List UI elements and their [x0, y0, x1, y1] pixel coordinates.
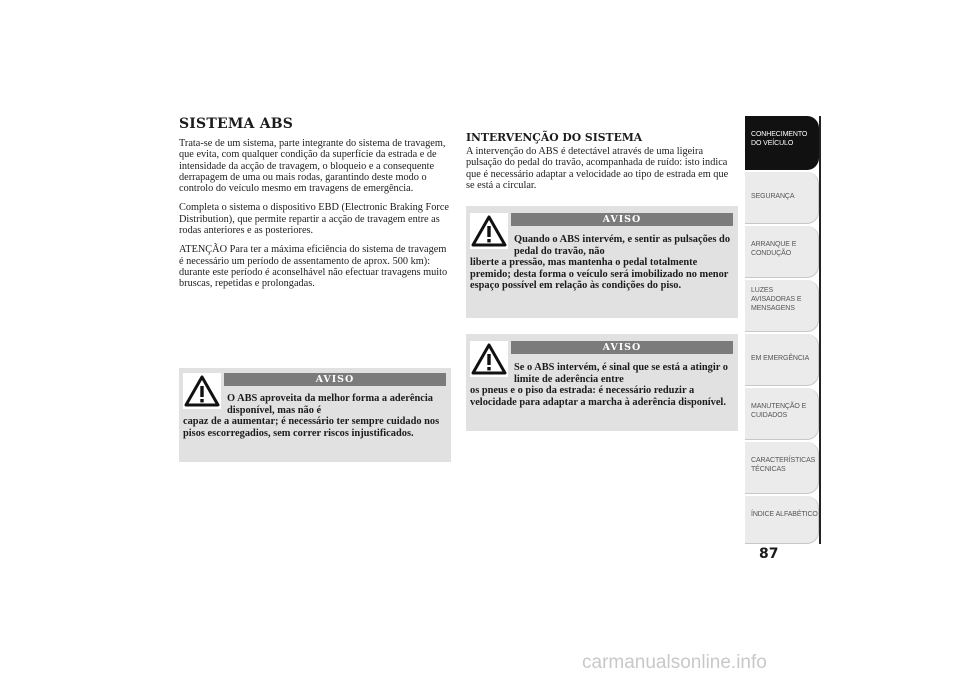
tab-indice-alfabetico[interactable]: ÍNDICE ALFABÉTICO [745, 496, 819, 544]
warning-text [183, 393, 445, 439]
tab-manutencao-e-cuidados[interactable]: MANUTENÇÃO E CUIDADOS [745, 388, 819, 440]
section-subtitle: INTERVENÇÃO DO SISTEMA [466, 131, 643, 144]
warning-label: AVISO [602, 214, 642, 225]
warning-text-indented: O ABS aproveita da melhor forma a aderência disponível, mas não é [227, 393, 433, 416]
tab-luzes-avisadoras[interactable]: LUZES AVISADORAS E MENSAGENS [745, 280, 819, 332]
tabs-divider [819, 116, 821, 544]
warning-text-full: capaz de a aumentar; é necessário ter sempre cuidado nos pisos escorregadios, sem correr riscos injustificados. [183, 416, 440, 439]
warning-box-abs [179, 368, 451, 462]
warning-header-bar [511, 213, 733, 226]
warning-text [470, 234, 732, 292]
warning-text-full: liberte a pressão, mas mantenha o pedal totalmente premido; desta forma o veículo será imobilizado no menor espaço possível em relação às condições do piso. [470, 257, 729, 292]
warning-header-bar [511, 341, 733, 354]
tab-conhecimento-do-veiculo[interactable]: CONHECIMENTO DO VEÍCULO [745, 116, 819, 170]
right-column [466, 131, 738, 199]
paragraph: Completa o sistema o dispositivo EBD (Electronic Braking Force Distribution), que permite repartir a acção de travagem entre as rodas anteriores e as posteriores. [179, 202, 449, 237]
section-title: SISTEMA ABS [179, 116, 294, 132]
warning-text-indented: Se o ABS intervém, é sinal que se está a atingir o limite de aderência entre [514, 362, 728, 385]
watermark: carmanualsonline.info [582, 652, 767, 673]
page-number: 87 [759, 546, 779, 562]
warning-label: AVISO [315, 374, 355, 385]
warning-box-limit [466, 334, 738, 431]
warning-text [470, 362, 732, 408]
warning-box-pedal [466, 206, 738, 318]
tab-caracteristicas-tecnicas[interactable]: CARACTERÍSTICAS TÉCNICAS [745, 442, 819, 494]
tab-em-emergencia[interactable]: EM EMERGÊNCIA [745, 334, 819, 386]
paragraph: A intervenção do ABS é detectável através de uma ligeira pulsação do pedal do travão, acompanhada de ruído: isto indica que é necessário adaptar a velocidade ao tipo de estrada em que se está a circular. [466, 146, 729, 191]
paragraph: ATENÇÃO Para ter a máxima eficiência do sistema de travagem é necessário um período de assentamento de aprox. 500 km): durante este período é aconselhável não efectuar travagens muito bruscas, repetidas e prolongadas. [179, 244, 448, 290]
tab-arranque-e-conducao[interactable]: ARRANQUE E CONDUÇÃO [745, 226, 819, 278]
left-column [179, 116, 451, 298]
tab-seguranca[interactable]: SEGURANÇA [745, 172, 819, 224]
warning-label: AVISO [602, 342, 642, 353]
warning-text-indented: Quando o ABS intervém, e sentir as pulsações do pedal do travão, não [514, 234, 731, 257]
warning-header-bar [224, 373, 446, 386]
paragraph: Trata-se de um sistema, parte integrante do sistema de travagem, que evita, com qualquer condição da superfície da estrada e de intensidade da acção de travagem, o bloqueio e a consequente derrapagem de uma ou mais rodas, garantindo deste modo o controlo do veículo mesmo em travagens de emergência. [179, 138, 446, 195]
warning-text-full: os pneus e o piso da estrada: é necessário reduzir a velocidade para adaptar a marcha à aderência disponível. [470, 385, 726, 408]
